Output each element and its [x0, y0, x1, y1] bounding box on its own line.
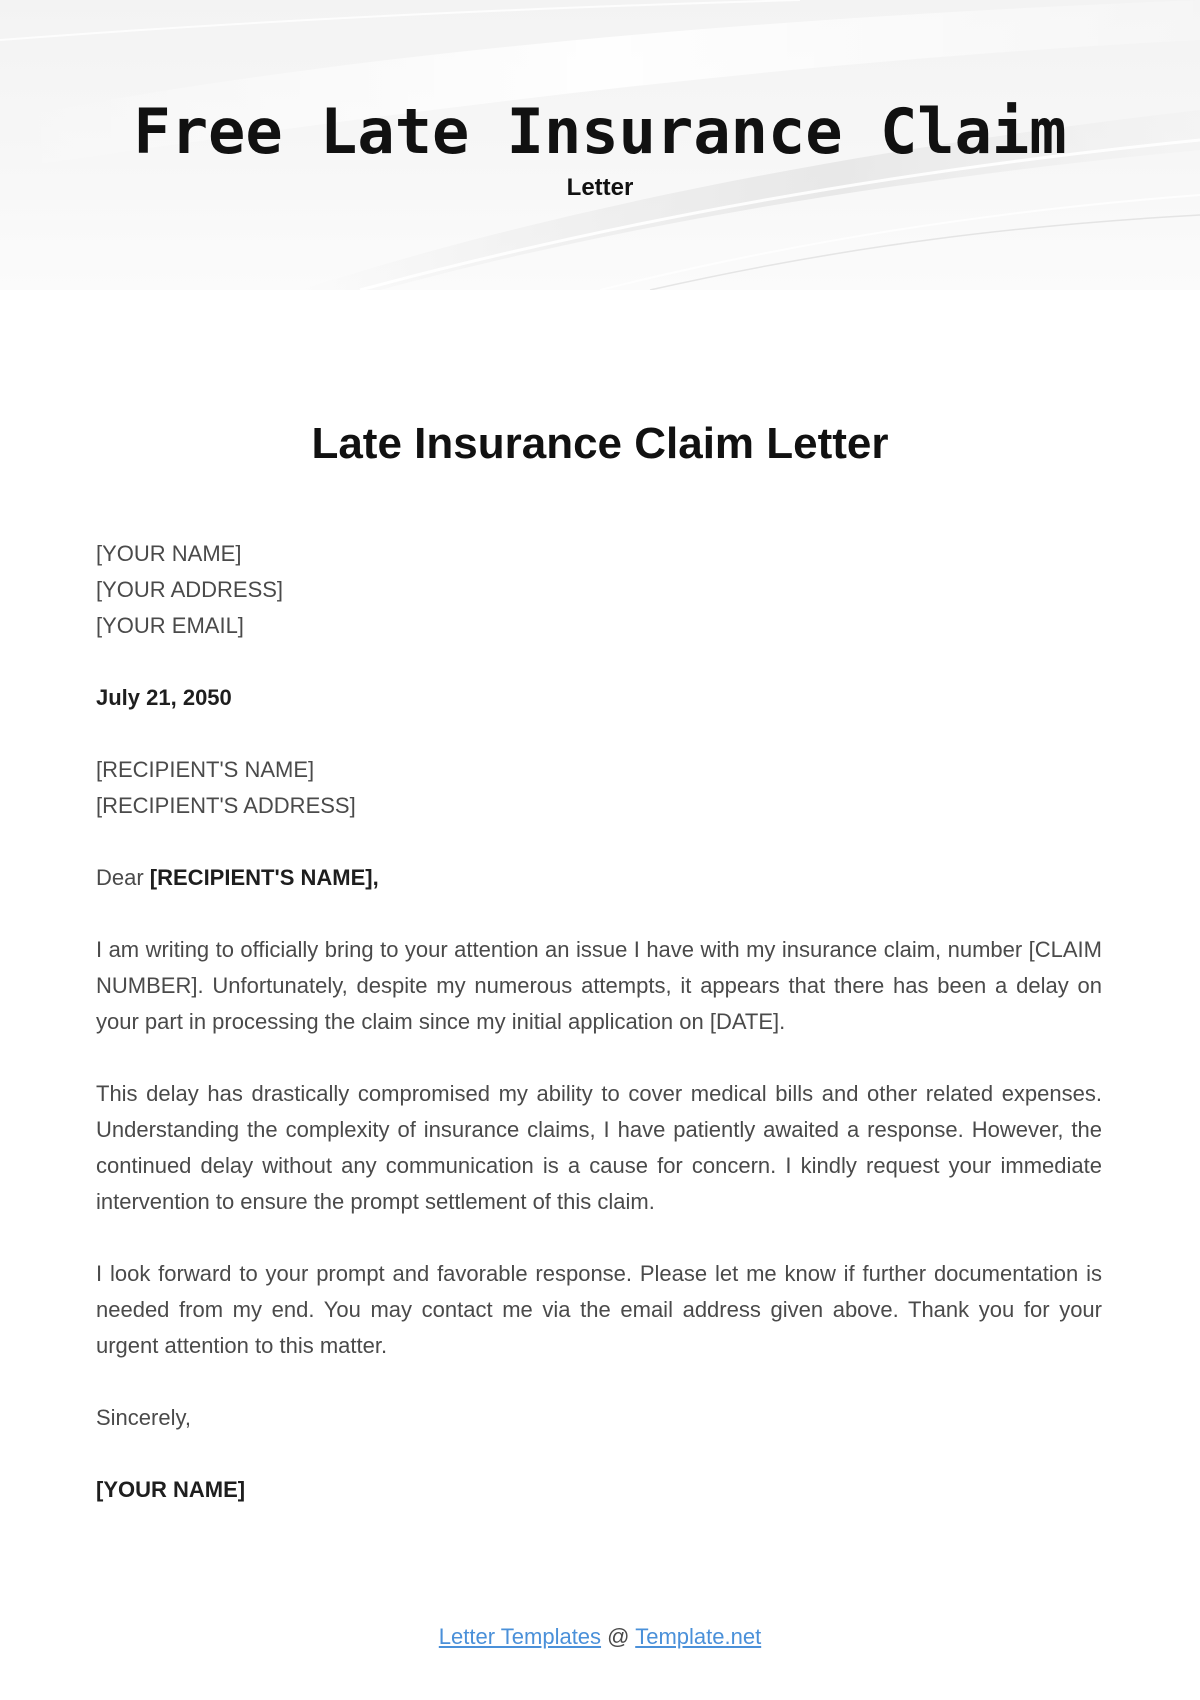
closing-block	[96, 1400, 1102, 1436]
recipient-name: [RECIPIENT'S NAME]	[96, 757, 315, 782]
footer-separator: @	[601, 1624, 636, 1649]
body-paragraph-2: This delay has drastically compromised my ability to cover medical bills and other related expenses. Understanding the complexity of insurance claims, I have patiently awaited a response. However, the continued delay without any communication is a cause for concern. I kindly request your immediate intervention to ensure the prompt settlement of this claim.	[96, 1081, 1102, 1214]
sender-name: [YOUR NAME]	[96, 541, 242, 566]
header-banner	[0, 0, 1200, 290]
body-paragraph-1: I am writing to officially bring to your attention an issue I have with my insurance claim, number [CLAIM NUMBER]. Unfortunately, despite my numerous attempts, it appears that there has been a delay on your part in processing the claim since my initial application on [DATE].	[96, 937, 1102, 1034]
letter-templates-link[interactable]: Letter Templates	[438, 1624, 602, 1649]
signature-block	[96, 1472, 1102, 1508]
salutation-prefix: Dear	[96, 865, 150, 890]
template-net-link[interactable]: Template.net	[635, 1624, 762, 1649]
salutation-name: [RECIPIENT'S NAME],	[149, 865, 379, 890]
letter-body	[96, 536, 1102, 1544]
signature-name: [YOUR NAME]	[96, 1477, 246, 1502]
banner-subtitle: Letter	[566, 174, 634, 201]
recipient-address: [RECIPIENT'S ADDRESS]	[96, 793, 356, 818]
sender-address: [YOUR ADDRESS]	[96, 577, 284, 602]
closing: Sincerely,	[96, 1405, 191, 1430]
letter-date: July 21, 2050	[96, 685, 232, 710]
sender-block	[96, 536, 1102, 644]
banner-title: Free Late Insurance Claim	[133, 95, 1067, 168]
salutation	[96, 860, 1102, 896]
recipient-block	[96, 752, 1102, 824]
sender-email: [YOUR EMAIL]	[96, 613, 244, 638]
document-title: Late Insurance Claim Letter	[311, 419, 889, 468]
date-block	[96, 680, 1102, 716]
footer	[0, 1622, 1200, 1652]
body-paragraph-3: I look forward to your prompt and favorable response. Please let me know if further documentation is needed from my end. You may contact me via the email address given above. Thank you for your urgent attention to this matter.	[96, 1261, 1102, 1358]
